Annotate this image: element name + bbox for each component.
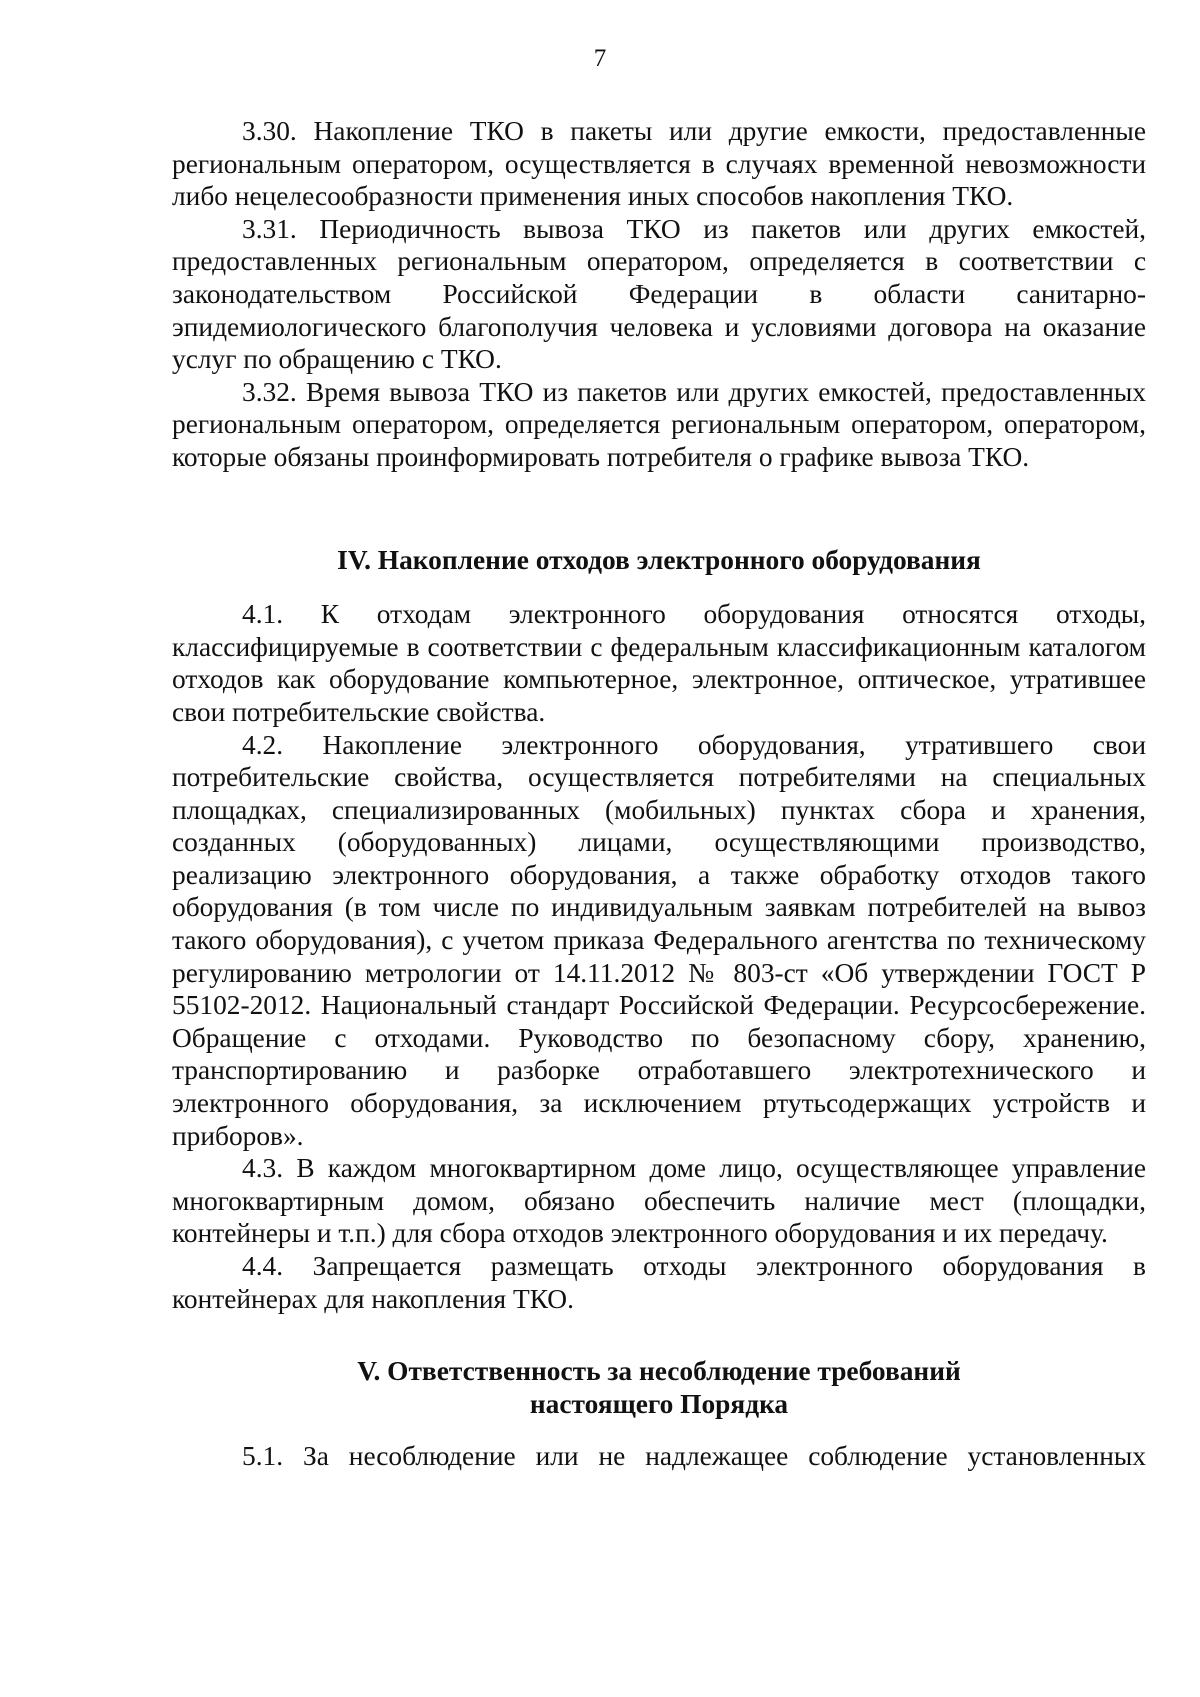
paragraph-3-32: 3.32. Время вывоза ТКО из пакетов или других емкостей, предоставленных региональным оператором, определяется региональным оператором, оператором, которые обязаны проинформировать потребителя о графике вывоза ТКО. (172, 376, 1146, 472)
page-number: 7 (593, 45, 607, 72)
paragraph-4-1: 4.1. К отходам электронного оборудования относятся отходы, классифицируемые в соответствии с федеральным классификационным каталогом отходов как оборудование компьютерное, электронное, оптическое, утратившее свои потребительские свойства. (172, 599, 1146, 727)
section-5-heading (172, 1355, 1146, 1420)
paragraph-5-1: 5.1. За несоблюдение или не надлежащее соблюдение установленных (242, 1441, 1146, 1472)
paragraph-4-2: 4.2. Накопление электронного оборудования, утратившего свои потребительские свойства, осуществляется потребителями на специальных площадках, специализированных (мобильных) пунктах сбора и хранения, созданных (оборудованных) лицами, осуществляющими производство, реализацию электронного оборудования, а также обработку отходов такого оборудования (в том числе по индивидуальным заявкам потребителей на вывоз такого оборудования), с учетом приказа Федерального агентства по техническому регулированию метрологии от 14.11.2012 № 803-ст «Об утверждении ГОСТ Р 55102-2012. Национальный стандарт Российской Федерации. Ресурсосбережение. Обращение с отходами. Руководство по безопасному сбору, хранению, транспортированию и разборке отработавшего электротехнического и электронного оборудования, за исключением ртутьсодержащих устройств и приборов». (172, 729, 1146, 1151)
paragraph-4-4: 4.4. Запрещается размещать отходы электронного оборудования в контейнерах для накопления ТКО. (172, 1251, 1146, 1314)
document-body (172, 115, 1146, 1473)
paragraph-4-3: 4.3. В каждом многоквартирном доме лицо, осуществляющее управление многоквартирным домом, обязано обеспечить наличие мест (площадки, контейнеры и т.п.) для сбора отходов электронного оборудования и их передачу. (172, 1153, 1146, 1249)
section-5-heading-line-1: V. Ответственность за несоблюдение требований (357, 1356, 961, 1387)
section-4-heading: IV. Накопление отходов электронного оборудования (337, 544, 981, 575)
paragraph-3-31: 3.31. Периодичность вывоза ТКО из пакетов или других емкостей, предоставленных региональным оператором, определяется в соответствии с законодательством Российской Федерации в области санитарно-эпидемиологического благополучия человека и условиями договора на оказание услуг по обращению с ТКО. (172, 213, 1146, 375)
section-5-heading-line-2: настоящего Порядка (529, 1388, 789, 1419)
paragraph-3-30: 3.30. Накопление ТКО в пакеты или другие емкости, предоставленные региональным оператором, осуществляется в случаях временной невозможности либо нецелесообразности применения иных способов накопления ТКО. (172, 116, 1146, 212)
